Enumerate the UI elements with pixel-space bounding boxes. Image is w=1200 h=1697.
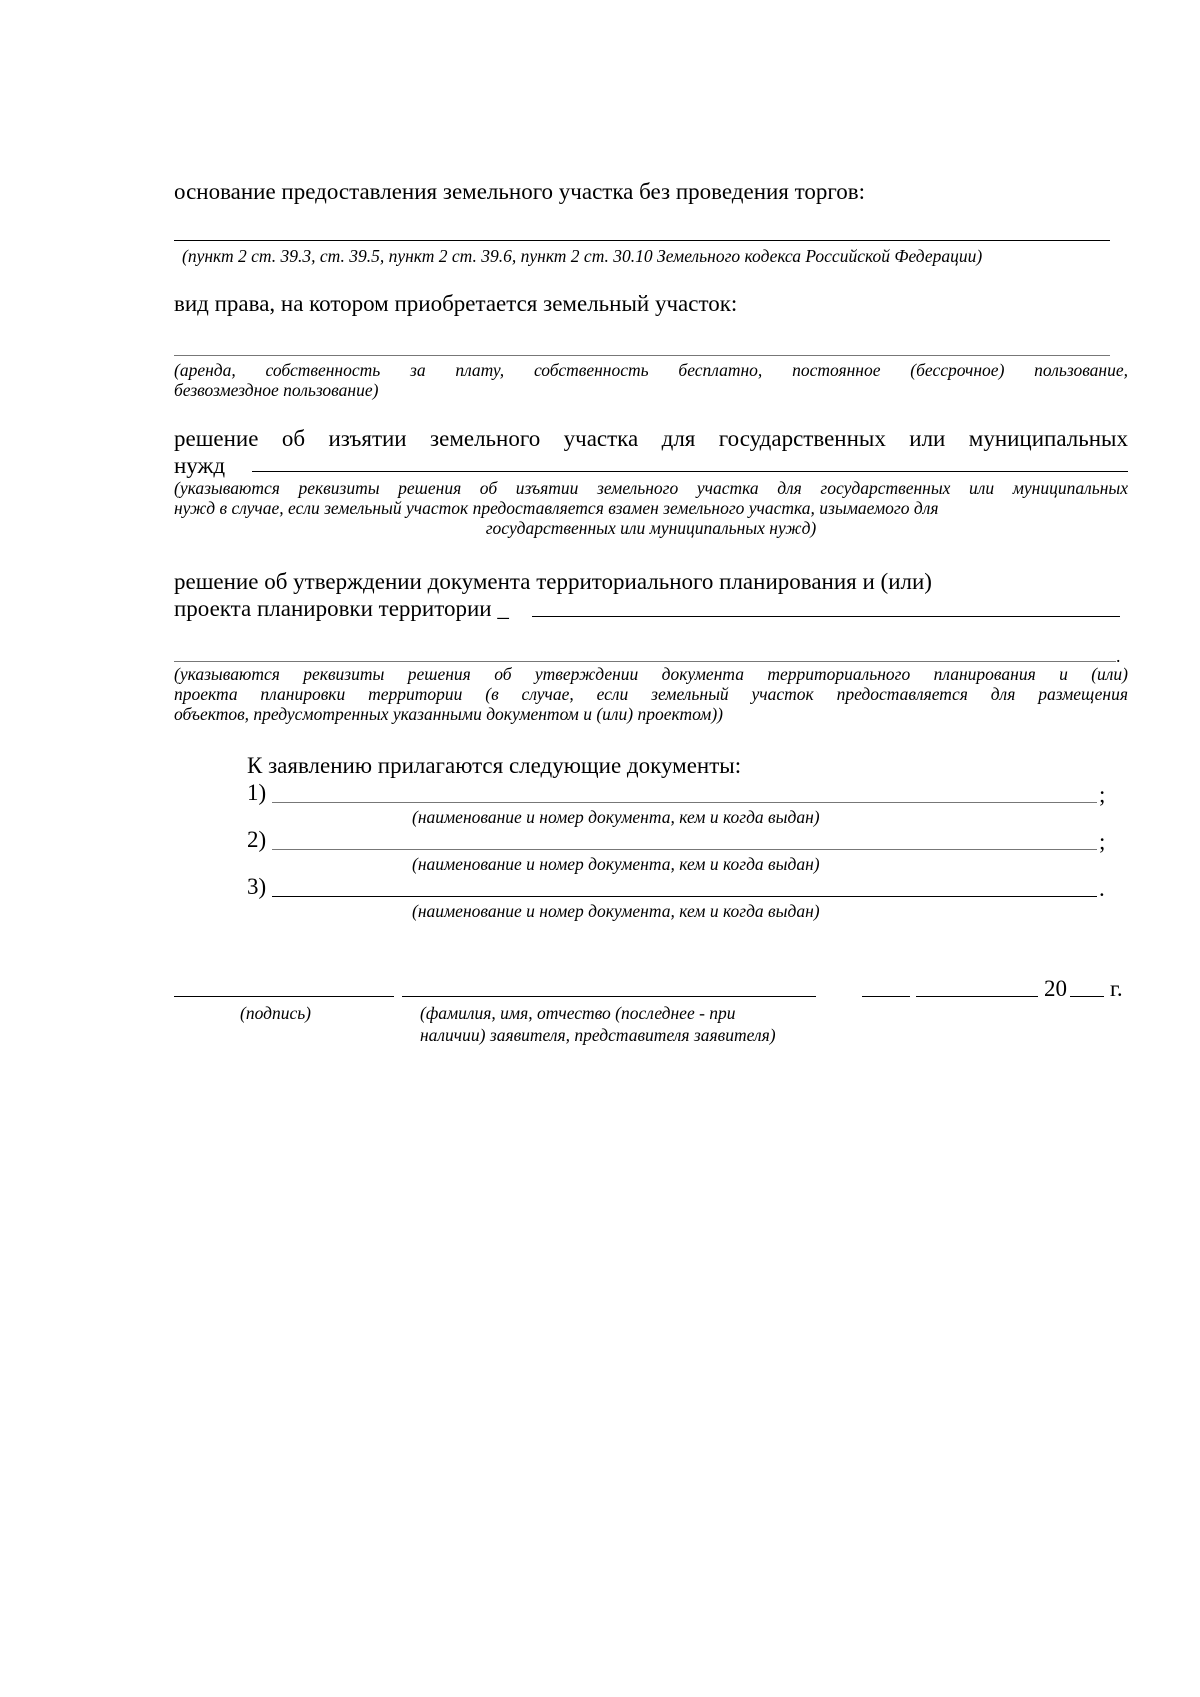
attachments-heading: К заявлению прилагаются следующие документы: xyxy=(247,753,742,778)
planning-note-line3: объектов, предусмотренных указанными документом и (или) проектом)) xyxy=(174,704,724,724)
attachment-3-note: (наименование и номер документа, кем и когда выдан) xyxy=(412,901,820,921)
attachment-3-input-line[interactable] xyxy=(272,896,1097,897)
planning-label-line2: проекта планировки территории _ xyxy=(174,596,509,621)
date-month-line[interactable] xyxy=(916,996,1038,997)
attachment-2-number: 2) xyxy=(247,827,267,852)
withdrawal-note-line2: нужд в случае, если земельный участок предоставляется взамен земельного участка, изымаемого для xyxy=(174,498,939,518)
attachment-3-end: . xyxy=(1099,876,1105,901)
withdrawal-note-line3: государственных или муниципальных нужд) xyxy=(485,518,817,538)
date-year-prefix: 20 xyxy=(1044,976,1067,1001)
date-day-line[interactable] xyxy=(862,996,910,997)
basis-label: основание предоставления земельного участка без проведения торгов: xyxy=(174,179,865,204)
signature-caption: (подпись) xyxy=(240,1003,312,1023)
basis-input-line[interactable] xyxy=(174,240,1110,241)
attachment-1-input-line[interactable] xyxy=(272,802,1097,803)
right-type-note-line1: (аренда, собственность за плату, собственность бесплатно, постоянное (бессрочное) пользование, xyxy=(174,360,1128,380)
planning-input-line-1[interactable] xyxy=(532,616,1120,617)
attachment-2-end: ; xyxy=(1099,829,1106,854)
withdrawal-label-line1: решение об изъятии земельного участка для государственных или муниципальных xyxy=(174,426,1128,451)
full-name-line[interactable] xyxy=(402,996,816,997)
attachment-3-number: 3) xyxy=(247,874,267,899)
full-name-caption-line2: наличии) заявителя, представителя заявителя) xyxy=(420,1025,776,1045)
withdrawal-label-line2: нужд xyxy=(174,453,226,478)
withdrawal-note-line1: (указываются реквизиты решения об изъятии земельного участка для государственных или муниципальных xyxy=(174,478,1128,498)
attachment-1-number: 1) xyxy=(247,780,267,805)
planning-label-line1: решение об утверждении документа территориального планирования и (или) xyxy=(174,569,932,594)
planning-note-line1: (указываются реквизиты решения об утверждении документа территориального планирования и (или) xyxy=(174,664,1128,684)
date-year-suffix: г. xyxy=(1110,976,1123,1001)
attachment-2-note: (наименование и номер документа, кем и когда выдан) xyxy=(412,854,820,874)
date-year-line[interactable] xyxy=(1070,996,1104,997)
right-type-note-line2: безвозмездное пользование) xyxy=(174,380,379,400)
withdrawal-input-line[interactable] xyxy=(252,471,1128,472)
basis-note: (пункт 2 ст. 39.3, ст. 39.5, пункт 2 ст. 39.6, пункт 2 ст. 30.10 Земельного кодекса Российской Федерации) xyxy=(182,246,983,266)
attachment-1-note: (наименование и номер документа, кем и когда выдан) xyxy=(412,807,820,827)
signature-line[interactable] xyxy=(174,996,394,997)
right-type-input-line[interactable] xyxy=(174,355,1110,356)
attachment-2-input-line[interactable] xyxy=(272,849,1097,850)
right-type-label: вид права, на котором приобретается земельный участок: xyxy=(174,291,738,316)
planning-note-line2: проекта планировки территории (в случае, если земельный участок предоставляется для размещения xyxy=(174,684,1128,704)
attachment-1-end: ; xyxy=(1099,782,1106,807)
full-name-caption-line1: (фамилия, имя, отчество (последнее - при xyxy=(420,1003,736,1023)
planning-trailing-period: . xyxy=(1116,646,1121,666)
planning-input-line-2[interactable] xyxy=(174,661,1116,662)
